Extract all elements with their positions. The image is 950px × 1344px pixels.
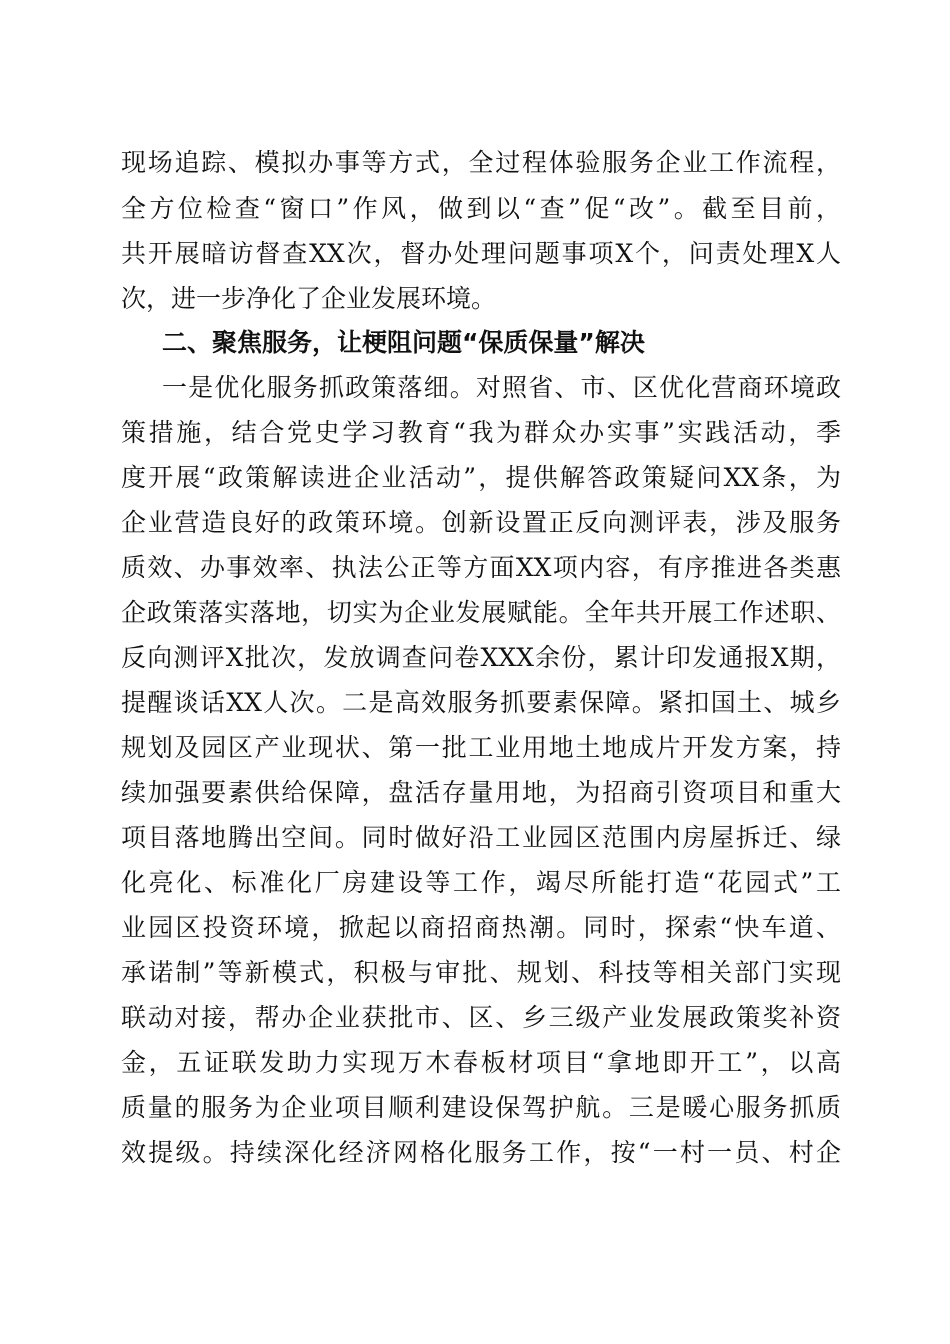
paragraph-line: 业园区投资环境，掀起以商招商热潮。同时，探索“快车道、 — [121, 913, 841, 942]
paragraph-line: 项目落地腾出空间。同时做好沿工业园区范围内房屋拆迁、绿 — [121, 823, 841, 852]
section-heading: 二、聚焦服务，让梗阻问题“保质保量”解决 — [162, 328, 645, 357]
paragraph-line: 一是优化服务抓政策落细。对照省、市、区优化营商环境政 — [162, 373, 841, 402]
paragraph-line: 策措施，结合党史学习教育“我为群众办实事”实践活动，季 — [121, 418, 841, 447]
paragraph-line: 全方位检查“窗口”作风，做到以“查”促“改”。截至目前， — [121, 194, 841, 223]
paragraph-line: 化亮化、标准化厂房建设等工作，竭尽所能打造“花园式”工 — [121, 868, 841, 897]
paragraph-line: 反向测评X批次，发放调查问卷XXX余份，累计印发通报X期， — [121, 643, 841, 672]
paragraph-line: 质效、办事效率、执法公正等方面XX项内容，有序推进各类惠 — [121, 553, 841, 582]
paragraph-line: 度开展“政策解读进企业活动”，提供解答政策疑问XX条，为 — [121, 463, 841, 492]
paragraph-line: 联动对接，帮办企业获批市、区、乡三级产业发展政策奖补资 — [121, 1003, 841, 1032]
paragraph-line: 承诺制”等新模式，积极与审批、规划、科技等相关部门实现 — [121, 958, 841, 987]
paragraph-line: 规划及园区产业现状、第一批工业用地土地成片开发方案，持 — [121, 733, 841, 762]
paragraph-line: 提醒谈话XX人次。二是高效服务抓要素保障。紧扣国土、城乡 — [121, 688, 841, 717]
paragraph-line: 企政策落实落地，切实为企业发展赋能。全年共开展工作述职、 — [121, 598, 841, 627]
paragraph-line: 现场追踪、模拟办事等方式，全过程体验服务企业工作流程， — [121, 148, 841, 177]
paragraph-line: 金，五证联发助力实现万木春板材项目“拿地即开工”，以高 — [121, 1048, 841, 1077]
paragraph-line: 效提级。持续深化经济网格化服务工作，按“一村一员、村企 — [121, 1138, 841, 1167]
paragraph-line: 共开展暗访督查XX次，督办处理问题事项X个，问责处理X人 — [121, 239, 841, 268]
paragraph-line: 续加强要素供给保障，盘活存量用地，为招商引资项目和重大 — [121, 778, 841, 807]
paragraph-line: 质量的服务为企业项目顺利建设保驾护航。三是暖心服务抓质 — [121, 1093, 841, 1122]
paragraph-line: 企业营造良好的政策环境。创新设置正反向测评表，涉及服务 — [121, 508, 841, 537]
paragraph-line: 次，进一步净化了企业发展环境。 — [121, 284, 497, 313]
